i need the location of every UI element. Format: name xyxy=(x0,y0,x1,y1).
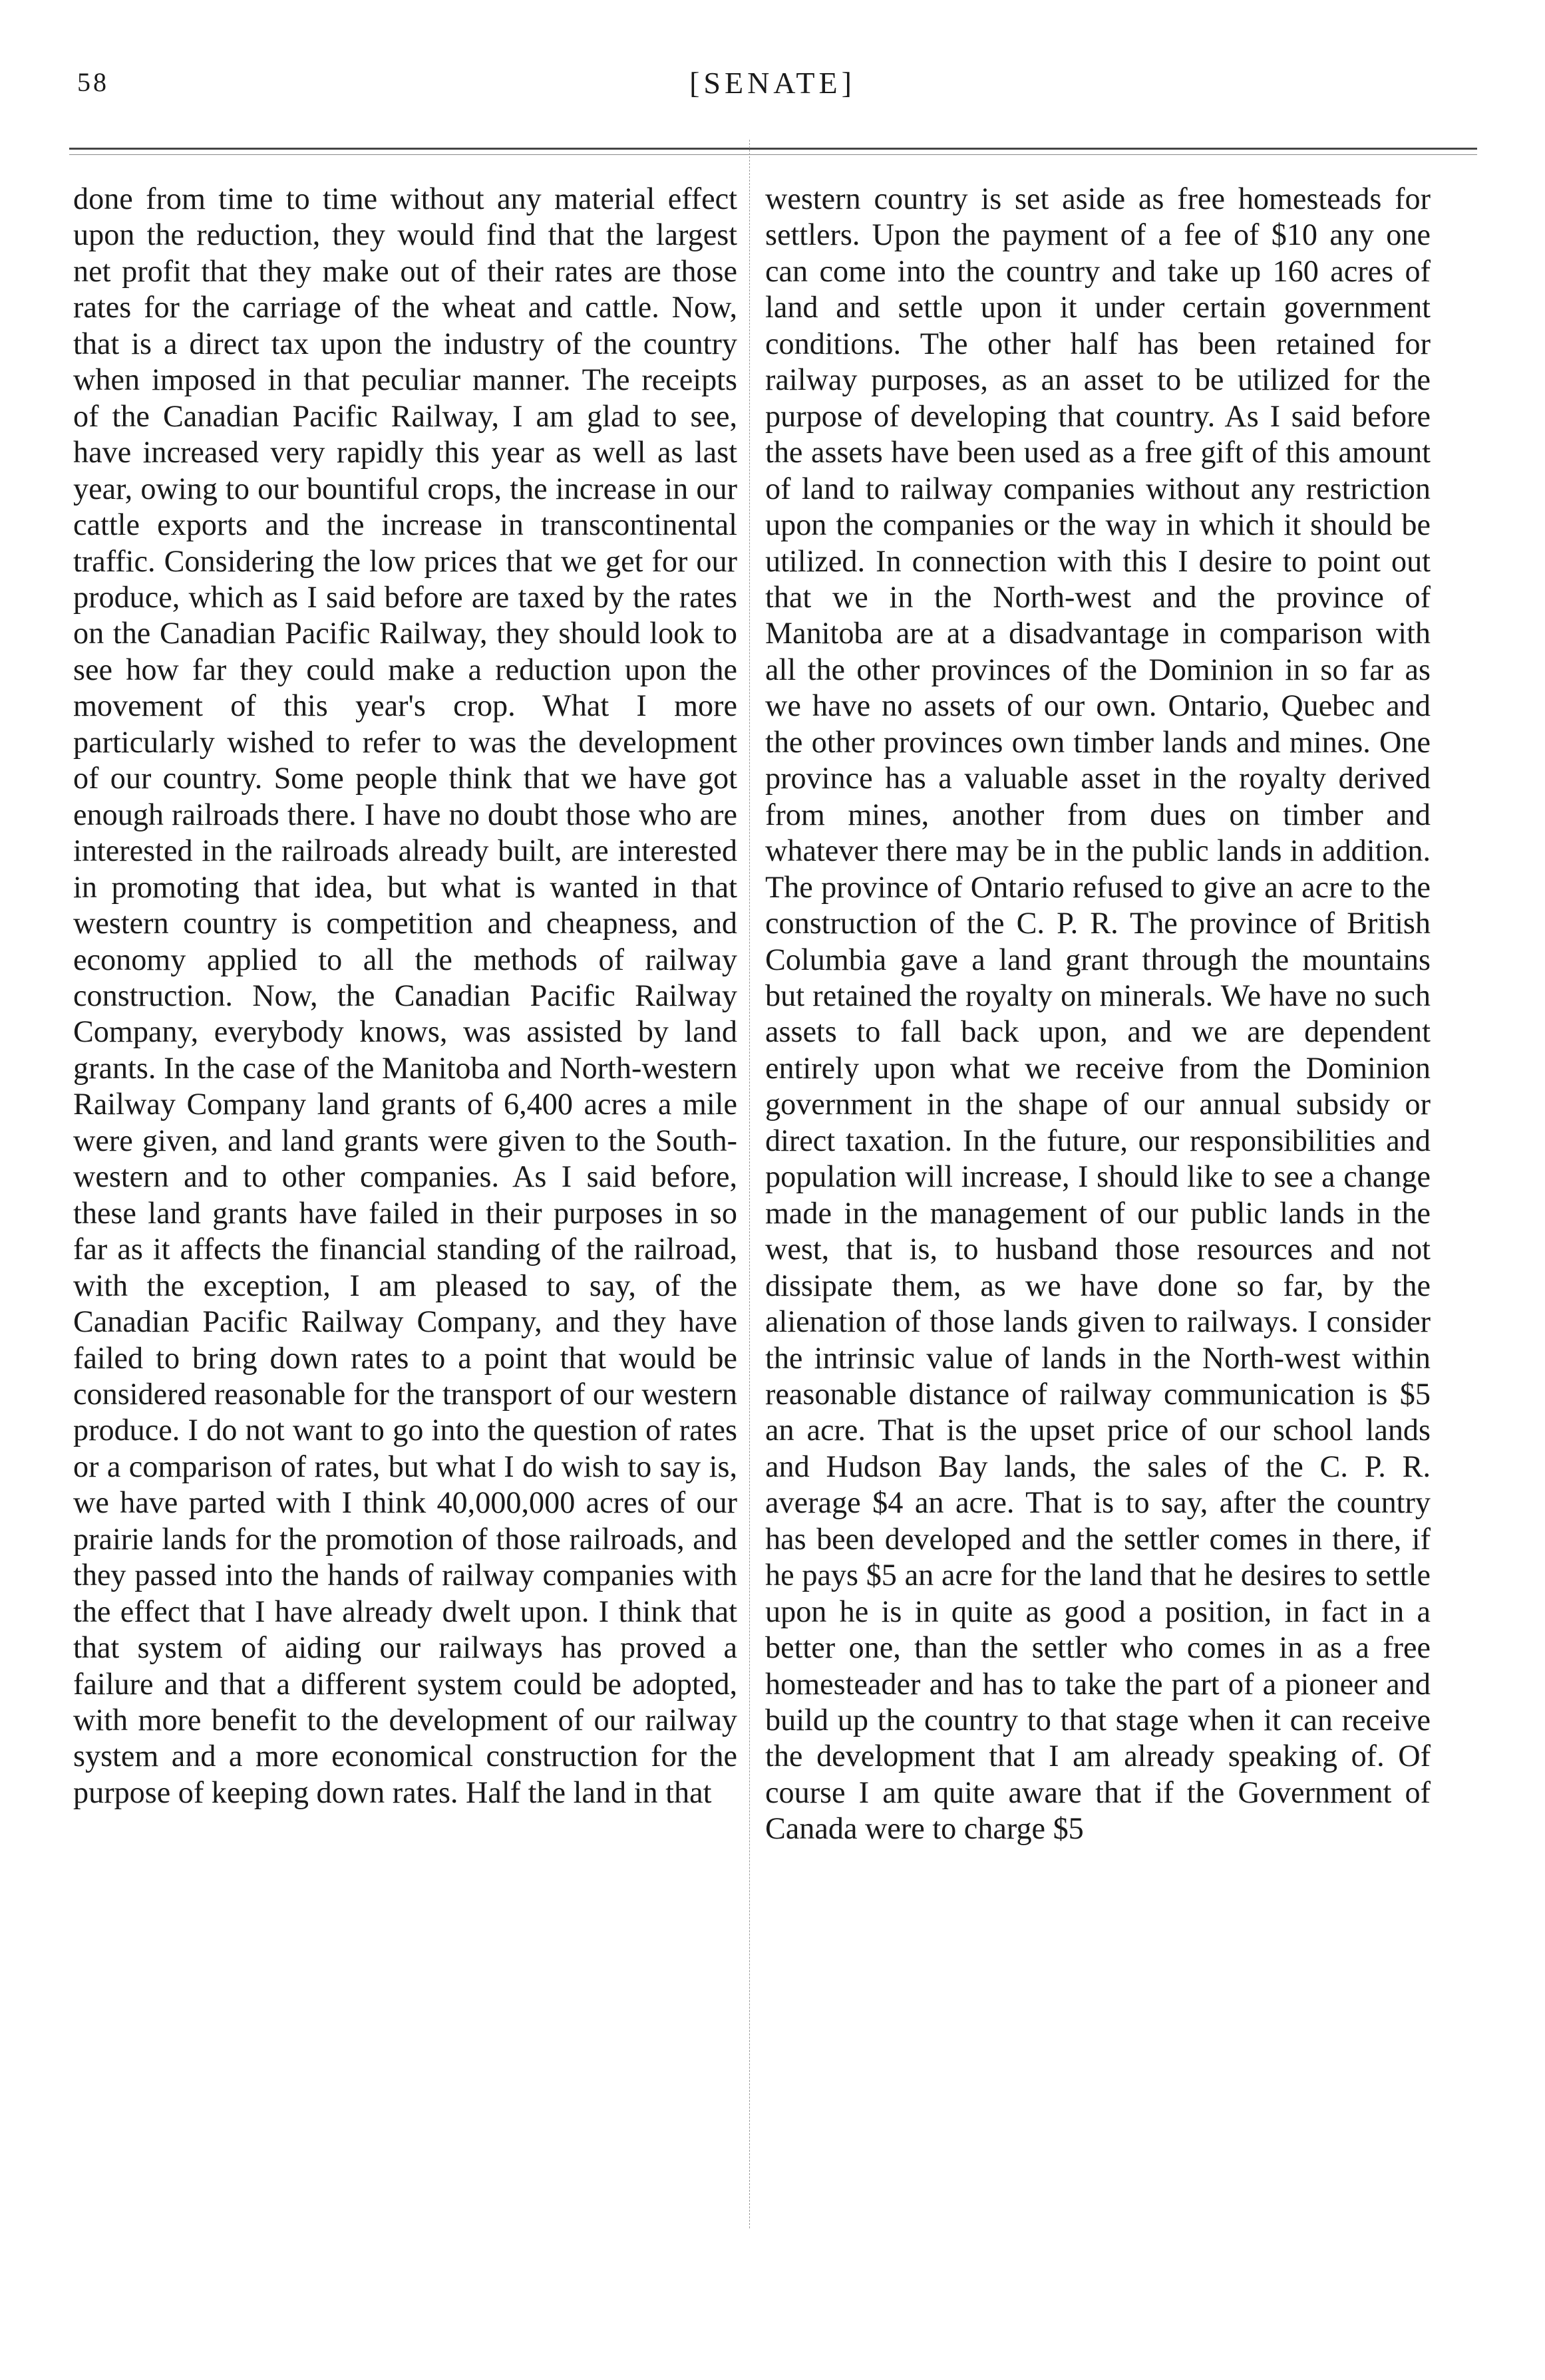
header-rule xyxy=(69,148,1477,150)
column-divider xyxy=(749,140,750,2228)
page-number: 58 xyxy=(77,67,109,97)
right-column-text: western country is set aside as free homesteads for settlers. Upon the payment of a fee of $10 any one can come into the country and take up 160 acres of land and settle upon it under certain government conditions. The other half has been retained for railway purposes, as an asset to be utilized for the purpose of developing that country. As I said before the assets have been used as a free gift of this amount of land to railway companies without any restriction upon the companies or the way in which it should be utilized. In connection with this I desire to point out that we in the North-west and the province of Manitoba are at a disadvantage in comparison with all the other provinces of the Dominion in so far as we have no assets of our own. Ontario, Quebec and the other provinces own timber lands and mines. One province has a valuable asset in the royalty derived from mines, another from dues on timber and whatever there may be in the public lands in addition. The province of Ontario refused to give an acre to the construction of the C. P. R. The province of British Columbia gave a land grant through the mountains but retained the royalty on minerals. We have no such assets to fall back upon, and we are dependent entirely upon what we receive from the Dominion government in the shape of our annual subsidy or direct taxation. In the future, our responsibilities and population will increase, I should like to see a change made in the management of our public lands in the west, that is, to husband those resources and not dissipate them, as we have done so far, by the alienation of those lands given to railways. I consider the intrinsic value of lands in the North-west within reasonable distance of railway communication is $5 an acre. That is the upset price of our school lands and Hudson Bay lands, the sales of the C. P. R. average $4 an acre. That is to say, after the country has been developed and the settler comes in there, if he pays $5 an acre for the land that he desires to settle upon he is in quite as good a position, in fact in a better one, than the settler who comes in as a free homesteader and has to take the part of a pioneer and build up the country to that stage when it can receive the development that I am already speaking of. Of course I am quite aware that if the Government of Canada were to charge $5 xyxy=(765,182,1431,1846)
left-column-text: done from time to time without any material effect upon the reduction, they would find that the largest net profit that they make out of their rates are those rates for the carriage of the wheat and cattle. Now, that is a direct tax upon the industry of the country when imposed in that peculiar manner. The receipts of the Canadian Pacific Railway, I am glad to see, have increased very rapidly this year as well as last year, owing to our bountiful crops, the increase in our cattle exports and the increase in transcontinental traffic. Considering the low prices that we get for our produce, which as I said before are taxed by the rates on the Canadian Pacific Railway, they should look to see how far they could make a reduction upon the movement of this year's crop. What I more particularly wished to refer to was the development of our country. Some people think that we have got enough railroads there. I have no doubt those who are interested in the railroads already built, are interested in promoting that idea, but what is wanted in that western country is competition and cheapness, and economy applied to all the methods of railway construction. Now, the Canadian Pacific Railway Company, everybody knows, was assisted by land grants. In the case of the Manitoba and North-western Railway Company land grants of 6,400 acres a mile were given, and land grants were given to the South-western and to other companies. As I said before, these land grants have failed in their purposes in so far as it affects the financial standing of the railroad, with the exception, I am pleased to say, of the Canadian Pacific Railway Company, and they have failed to bring down rates to a point that would be considered reasonable for the transport of our western produce. I do not want to go into the question of rates or a comparison of rates, but what I do wish to say is, we have parted with I think 40,000,000 acres of our prairie lands for the promotion of those railroads, and they passed into the hands of railway companies with the effect that I have already dwelt upon. I think that that system of aiding our railways has proved a failure and that a different system could be adopted, with more benefit to the development of our railway system and a more economical construction for the purpose of keeping down rates. Half the land in that xyxy=(73,182,737,1809)
running-head: [SENATE] xyxy=(689,66,856,100)
left-column xyxy=(73,181,737,2210)
right-column xyxy=(765,181,1431,2210)
header-rule-thin xyxy=(69,154,1477,155)
